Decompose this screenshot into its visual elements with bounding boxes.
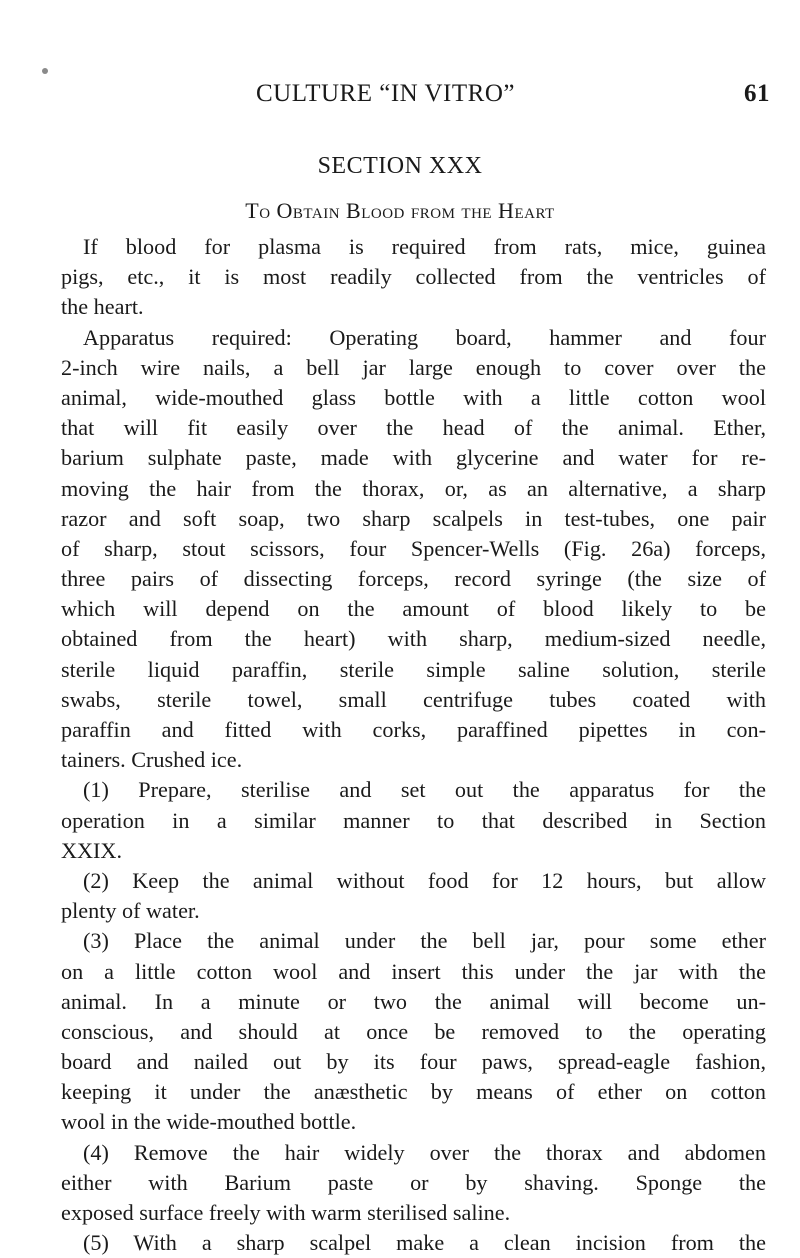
- text-line: (5) With a sharp scalpel make a clean incision from the: [83, 1230, 766, 1256]
- running-head-title: CULTURE “IN VITRO”: [256, 80, 515, 107]
- text-line: (2) Keep the animal without food for 12 hours, but allow: [83, 867, 766, 893]
- text-line: animal, wide-mouthed glass bottle with a little cotton wool: [61, 384, 766, 410]
- text-line: plenty of water.: [61, 898, 200, 924]
- text-line: that will fit easily over the head of the animal. Ether,: [61, 415, 766, 441]
- text-line: keeping it under the anæsthetic by means of ether on cotton: [61, 1079, 766, 1105]
- text-line: tainers. Crushed ice.: [61, 747, 243, 773]
- text-line: operation in a similar manner to that described in Section: [61, 807, 766, 833]
- text-line: wool in the wide-mouthed bottle.: [61, 1109, 357, 1135]
- text-line: of sharp, stout scissors, four Spencer-Wells (Fig. 26a) forceps,: [61, 535, 766, 561]
- running-head: [256, 80, 780, 116]
- text-line: animal. In a minute or two the animal will become un-: [61, 988, 766, 1014]
- margin-dot: [42, 68, 48, 74]
- text-line: Apparatus required: Operating board, hammer and four: [83, 324, 766, 350]
- text-line: exposed surface freely with warm sterilised saline.: [61, 1200, 511, 1225]
- text-line: moving the hair from the thorax, or, as an alternative, a sharp: [61, 475, 766, 501]
- body-text: [61, 232, 766, 1258]
- text-line: three pairs of dissecting forceps, record syringe (the size of: [61, 566, 766, 592]
- text-line: the heart.: [61, 294, 144, 320]
- section-subheading: To Obtain Blood from the Heart: [245, 198, 555, 223]
- text-line: pigs, etc., it is most readily collected from the ventricles of: [61, 264, 766, 290]
- text-line: If blood for plasma is required from rats, mice, guinea: [83, 234, 766, 259]
- text-line: (1) Prepare, sterilise and set out the apparatus for the: [83, 777, 766, 803]
- text-line: (3) Place the animal under the bell jar, pour some ether: [83, 928, 766, 954]
- page-number: 61: [744, 80, 770, 107]
- text-line: obtained from the heart) with sharp, medium-sized needle,: [61, 626, 766, 652]
- text-line: razor and soft soap, two sharp scalpels in test-tubes, one pair: [61, 505, 766, 531]
- text-line: (4) Remove the hair widely over the thorax and abdomen: [83, 1139, 766, 1165]
- text-line: conscious, and should at once be removed to the operating: [61, 1018, 766, 1044]
- text-line: which will depend on the amount of blood likely to be: [61, 596, 766, 622]
- text-line: XXIX.: [61, 837, 123, 863]
- text-line: paraffin and fitted with corks, paraffined pipettes in con-: [61, 717, 766, 742]
- text-line: swabs, sterile towel, small centrifuge tubes coated with: [61, 686, 766, 712]
- text-line: on a little cotton wool and insert this under the jar with the: [61, 958, 766, 984]
- text-line: either with Barium paste or by shaving. Sponge the: [61, 1169, 766, 1195]
- text-line: sterile liquid paraffin, sterile simple saline solution, sterile: [61, 656, 766, 682]
- section-heading: SECTION XXX: [317, 153, 483, 179]
- text-line: 2-inch wire nails, a bell jar large enough to cover over the: [61, 354, 766, 380]
- text-line: board and nailed out by its four paws, spread-eagle fashion,: [61, 1049, 766, 1075]
- text-line: barium sulphate paste, made with glycerine and water for re-: [61, 445, 766, 471]
